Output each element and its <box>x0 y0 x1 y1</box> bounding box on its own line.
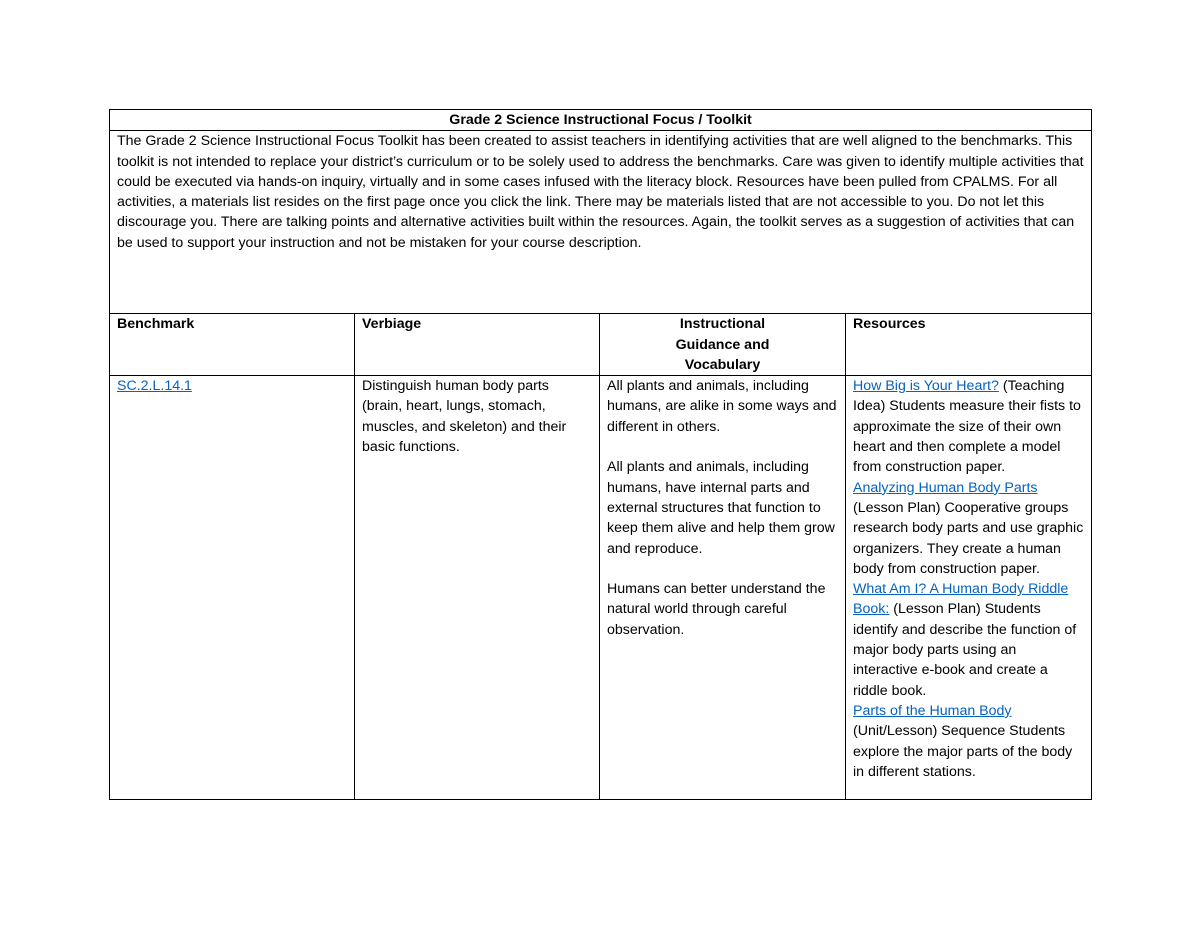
header-guidance-line2: Guidance and <box>675 336 770 353</box>
guidance-cell <box>600 376 846 800</box>
resources-cell <box>846 376 1092 800</box>
title-row <box>110 110 1092 131</box>
resource-item-2 <box>853 480 1083 577</box>
resource-item-4 <box>853 703 1072 780</box>
document-title: Grade 2 Science Instructional Focus / Toolkit <box>110 110 1092 131</box>
intro-paragraph: The Grade 2 Science Instructional Focus Toolkit has been created to assist teachers in identifying activities that are well aligned to the benchmarks. This toolkit is not intended to replace your district’s curriculum or to be solely used to address the benchmarks. Care was given to identify multiple activities that could be executed via hands-on inquiry, virtually and in some cases infused with the literacy block. Resources have been pulled from CPALMS. For all activities, a materials list resides on the first page once you click the link. There may be materials listed that are not accessible to you. Do not let this discourage you. There are talking points and alternative activities built within the resources. Again, the toolkit serves as a suggestion of activities that can be used to support your instruction and not be mistaken for your course description. <box>110 131 1092 314</box>
resource-link-4[interactable]: Parts of the Human Body <box>853 702 1012 719</box>
resource-link-1[interactable]: How Big is Your Heart? <box>853 378 999 395</box>
header-guidance <box>600 314 846 376</box>
resource-item-3 <box>853 581 1076 698</box>
header-row <box>110 314 1092 376</box>
toolkit-table <box>109 109 1092 800</box>
guidance-paragraph-1: All plants and animals, including humans, are alike in some ways and different in others. <box>607 378 837 435</box>
resource-desc-4: (Unit/Lesson) Sequence Students explore the major parts of the body in different stations. <box>853 723 1073 780</box>
header-guidance-line1: Instructional <box>679 316 766 333</box>
resource-link-2[interactable]: Analyzing Human Body Parts <box>853 479 1038 496</box>
resource-link-3[interactable]: What Am I? A Human Body Riddle Book: <box>853 581 1069 618</box>
guidance-paragraph-3: Humans can better understand the natural world through careful observation. <box>607 581 826 638</box>
header-benchmark: Benchmark <box>110 314 355 376</box>
resource-item-1 <box>853 378 1081 475</box>
table-row <box>110 376 1092 800</box>
header-verbiage: Verbiage <box>355 314 600 376</box>
header-resources: Resources <box>846 314 1092 376</box>
guidance-paragraph-2: All plants and animals, including humans, have internal parts and external structures that function to keep them alive and help them grow and reproduce. <box>607 459 835 557</box>
benchmark-cell <box>110 376 355 800</box>
verbiage-cell: Distinguish human body parts (brain, heart, lungs, stomach, muscles, and skeleton) and their basic functions. <box>355 376 600 800</box>
resource-desc-1: (Teaching Idea) Students measure their fists to approximate the size of their own heart and then complete a model from construction paper. <box>853 378 1081 476</box>
resource-desc-2: (Lesson Plan) Cooperative groups research body parts and use graphic organizers. They create a human body from construction paper. <box>853 499 1084 577</box>
header-guidance-line3: Vocabulary <box>684 356 761 373</box>
resource-desc-3: (Lesson Plan) Students identify and describe the function of major body parts using an interactive e-book and create a riddle book. <box>853 601 1077 699</box>
intro-row <box>110 131 1092 314</box>
benchmark-link[interactable]: SC.2.L.14.1 <box>117 378 192 395</box>
